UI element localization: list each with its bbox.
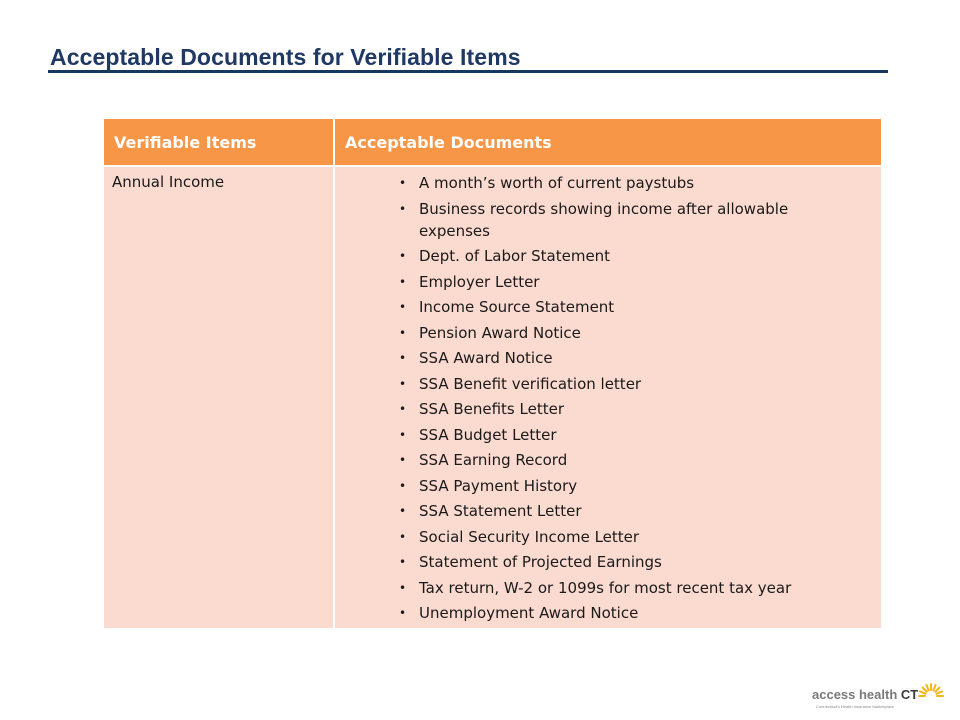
table-header-row bbox=[104, 119, 881, 166]
bullet-icon: • bbox=[399, 427, 407, 442]
header-verifiable-items: Verifiable Items bbox=[104, 119, 334, 166]
document-label: Employer Letter bbox=[419, 272, 540, 291]
list-item bbox=[349, 322, 871, 344]
bullet-icon: • bbox=[399, 300, 407, 314]
page-title: Acceptable Documents for Verifiable Items bbox=[50, 44, 521, 70]
sun-ray bbox=[926, 685, 928, 691]
bullet-icon: • bbox=[399, 402, 407, 416]
list-item bbox=[349, 373, 871, 395]
document-label: SSA Payment History bbox=[419, 476, 578, 495]
list-item bbox=[349, 424, 871, 446]
bullet-icon: • bbox=[399, 376, 407, 391]
sun-ray bbox=[933, 685, 935, 691]
sun-ray bbox=[935, 688, 939, 692]
verifiable-item-cell: Annual Income bbox=[104, 166, 334, 628]
bullet-icon: • bbox=[399, 453, 407, 467]
document-label: A month’s worth of current paystubs bbox=[419, 174, 695, 192]
document-label: Pension Award Notice bbox=[419, 323, 581, 342]
list-item bbox=[349, 296, 871, 318]
documents-cell bbox=[334, 166, 881, 628]
document-label: SSA Benefits Letter bbox=[419, 400, 564, 418]
document-label: SSA Statement Letter bbox=[419, 502, 582, 520]
documents-table bbox=[104, 119, 881, 628]
list-item bbox=[349, 172, 871, 194]
bullet-icon: • bbox=[399, 504, 407, 518]
list-item bbox=[349, 551, 871, 573]
bullet-icon: • bbox=[399, 325, 407, 340]
document-label: Income Source Statement bbox=[419, 298, 615, 316]
bullet-icon: • bbox=[399, 201, 407, 216]
sun-ray bbox=[920, 691, 926, 693]
list-item bbox=[349, 198, 871, 242]
list-item bbox=[349, 245, 871, 267]
list-item bbox=[349, 577, 871, 599]
document-label: Business records showing income after allowable expenses bbox=[419, 199, 789, 240]
bullet-icon: • bbox=[399, 606, 407, 620]
bullet-icon: • bbox=[399, 176, 407, 190]
bullet-icon: • bbox=[399, 351, 407, 365]
logo-brand: access health bbox=[812, 687, 898, 702]
document-label: Tax return, W-2 or 1099s for most recent tax year bbox=[419, 578, 792, 597]
title-underline bbox=[48, 70, 888, 73]
document-label: SSA Award Notice bbox=[419, 349, 553, 367]
document-label: Statement of Projected Earnings bbox=[419, 553, 662, 571]
list-item bbox=[349, 526, 871, 548]
document-label: SSA Benefit verification letter bbox=[419, 374, 642, 393]
bullet-icon: • bbox=[399, 555, 407, 569]
access-health-ct-logo bbox=[812, 676, 950, 716]
documents-list bbox=[349, 172, 871, 624]
table-row bbox=[104, 166, 881, 628]
bullet-icon: • bbox=[399, 580, 407, 595]
sun-icon bbox=[916, 676, 946, 702]
sun-ray bbox=[923, 688, 927, 692]
logo-tagline: Connecticut's Health Insurance Marketplace bbox=[816, 704, 895, 709]
bullet-icon: • bbox=[399, 529, 407, 544]
header-acceptable-documents: Acceptable Documents bbox=[334, 119, 881, 166]
list-item bbox=[349, 475, 871, 497]
document-label: Unemployment Award Notice bbox=[419, 604, 639, 622]
list-item bbox=[349, 602, 871, 624]
list-item bbox=[349, 271, 871, 293]
document-label: Dept. of Labor Statement bbox=[419, 247, 611, 265]
logo-wordmark bbox=[812, 687, 918, 702]
document-label: Social Security Income Letter bbox=[419, 527, 640, 546]
list-item bbox=[349, 398, 871, 420]
list-item bbox=[349, 449, 871, 471]
bullet-icon: • bbox=[399, 274, 407, 289]
list-item bbox=[349, 500, 871, 522]
bullet-icon: • bbox=[399, 249, 407, 263]
logo-brand-suffix: CT bbox=[900, 687, 919, 702]
document-label: SSA Budget Letter bbox=[419, 425, 557, 444]
document-label: SSA Earning Record bbox=[419, 451, 568, 469]
sun-ray bbox=[937, 691, 943, 693]
list-item bbox=[349, 347, 871, 369]
bullet-icon: • bbox=[399, 478, 407, 493]
